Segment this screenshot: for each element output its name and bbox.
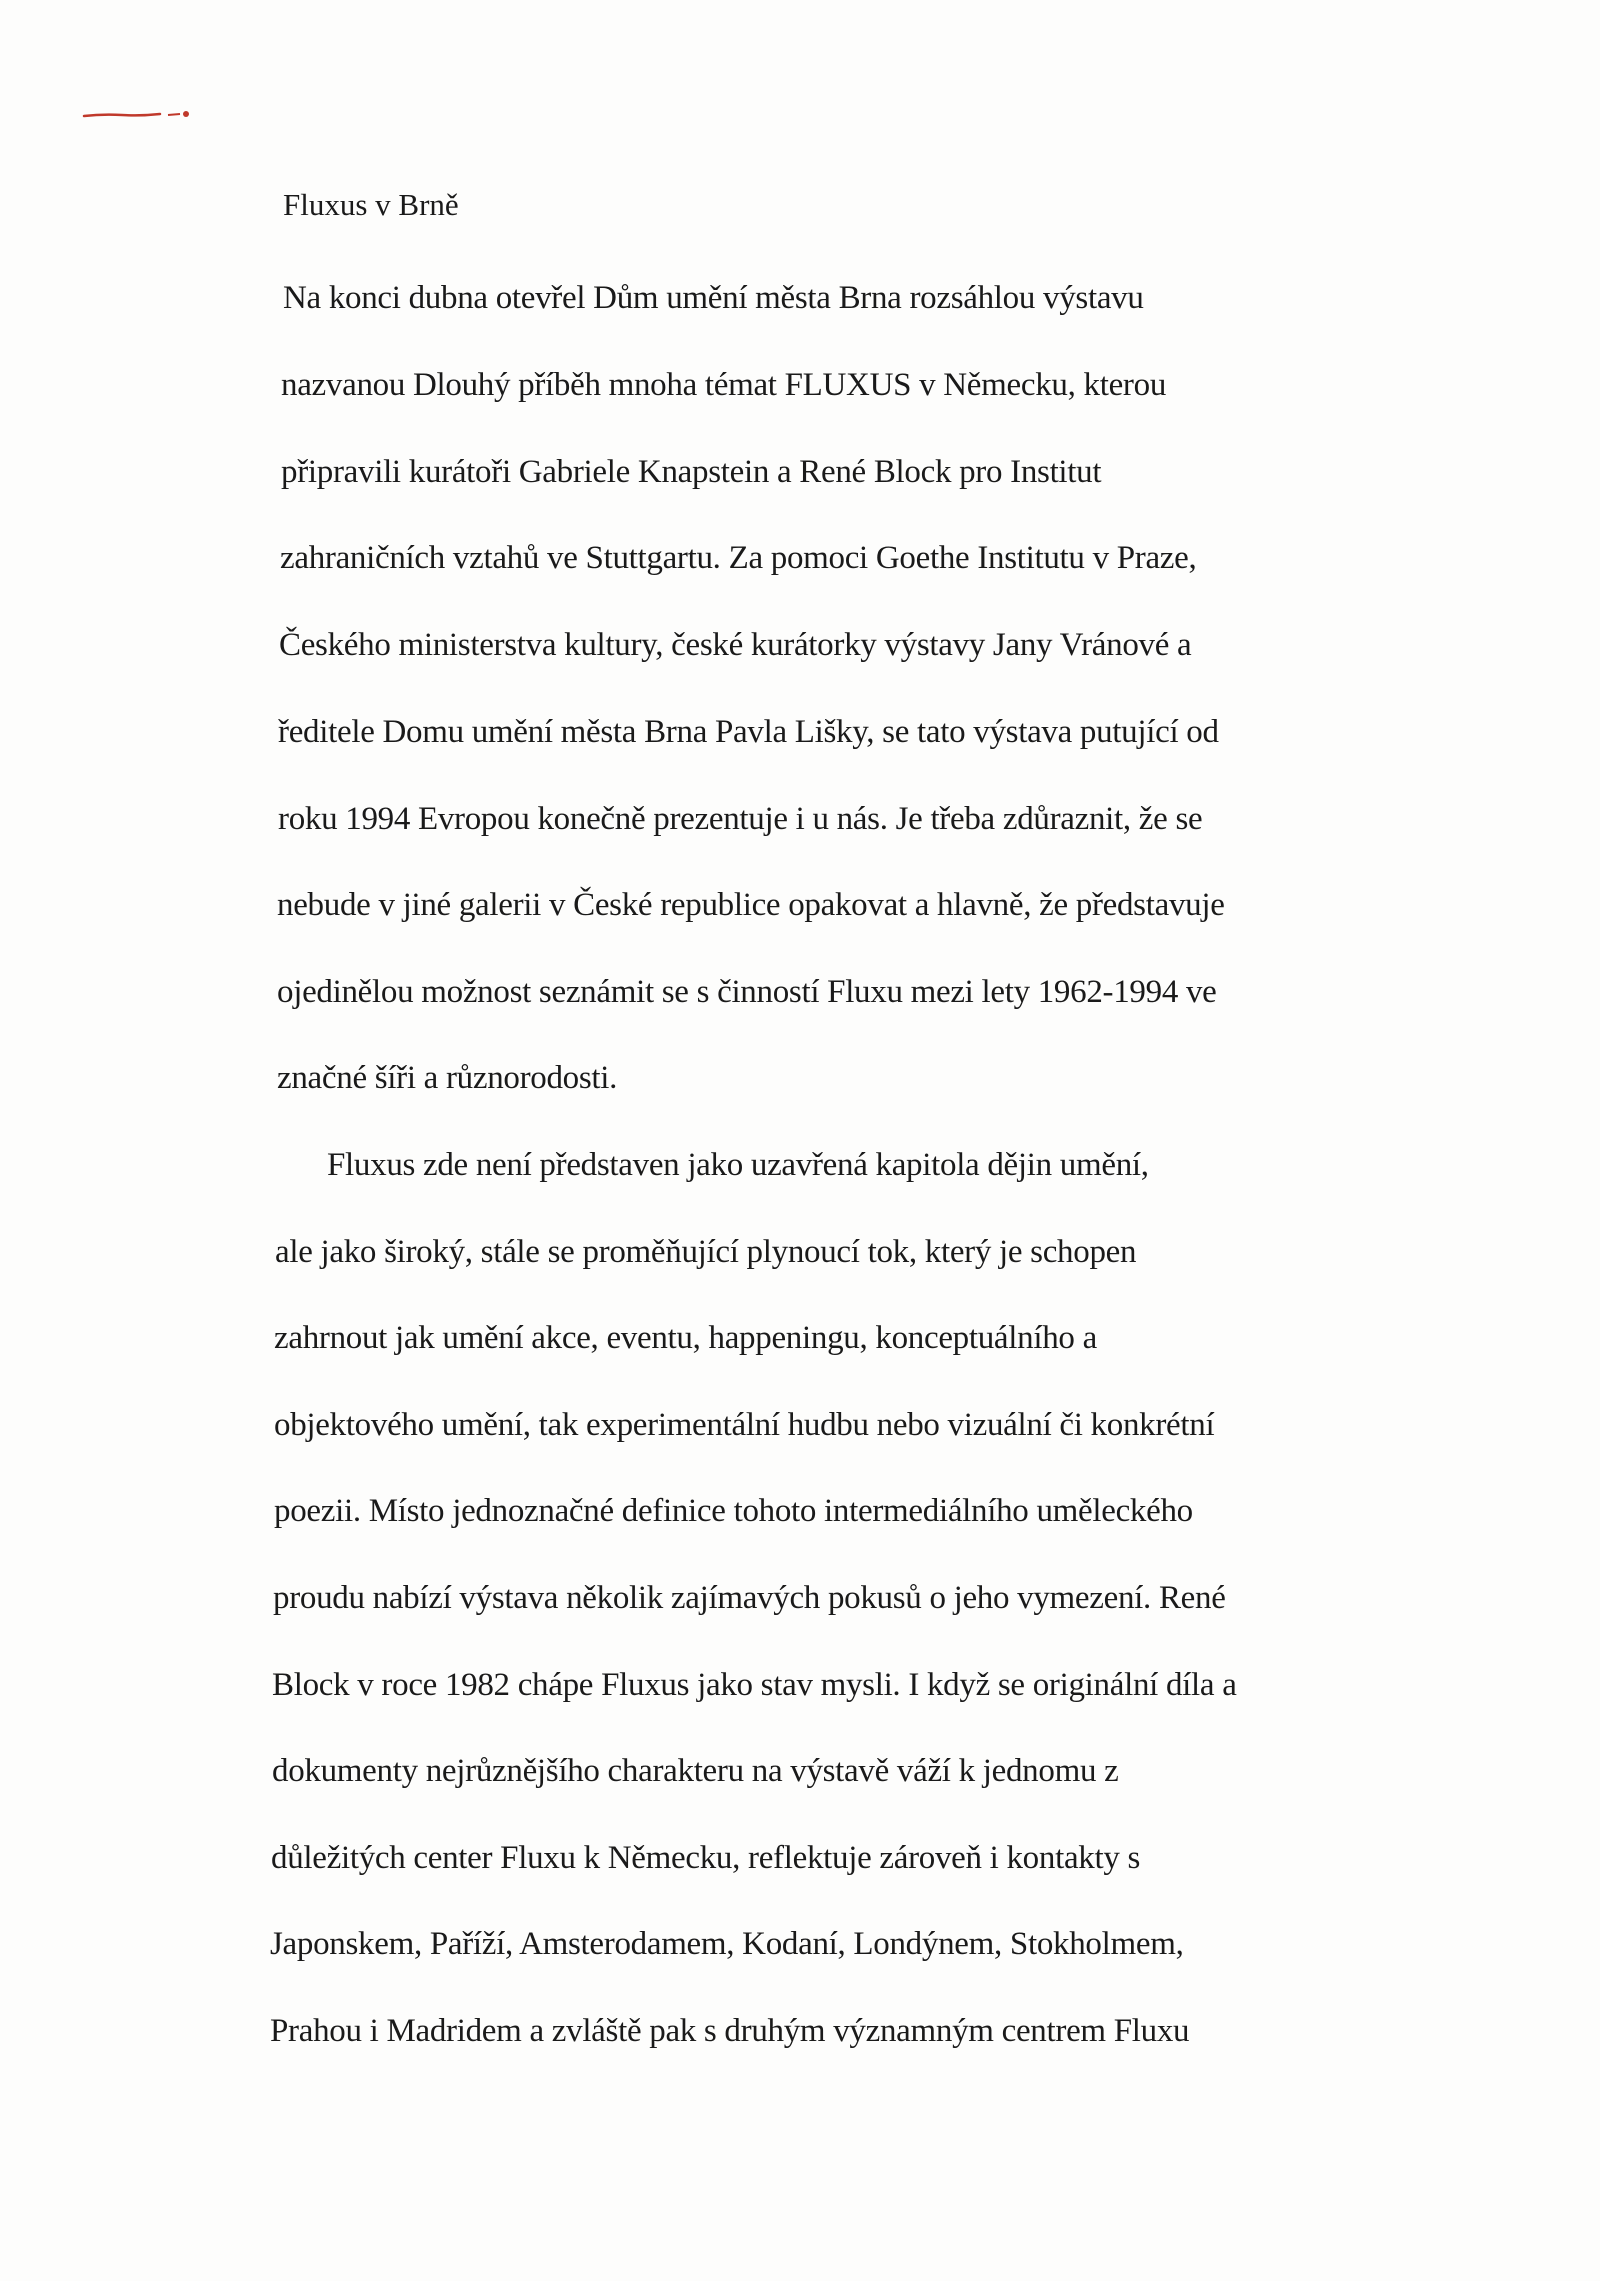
paragraph-2-line-10: Japonskem, Paříží, Amsterodamem, Kodaní, Londýnem, Stokholmem,: [270, 1926, 1184, 1962]
paragraph-1-line-5: Českého ministerstva kultury, české kurátorky výstavy Jany Vránové a: [279, 627, 1192, 663]
paragraph-2-line-3: zahrnout jak umění akce, eventu, happeningu, konceptuálního a: [274, 1320, 1097, 1356]
paragraph-1-line-1: Na konci dubna otevřel Dům umění města Brna rozsáhlou výstavu: [283, 280, 1144, 316]
paragraph-1-line-6: ředitele Domu umění města Brna Pavla Lišky, se tato výstava putující od: [278, 714, 1219, 750]
paragraph-1-line-10: značné šíři a různorodosti.: [277, 1060, 618, 1096]
paragraph-2-line-5: poezii. Místo jednoznačné definice tohoto intermediálního uměleckého: [274, 1493, 1193, 1529]
document-title: Fluxus v Brně: [283, 187, 459, 222]
red-pen-mark: [82, 110, 194, 120]
paragraph-2-line-11: Prahou i Madridem a zvláště pak s druhým významným centrem Fluxu: [270, 2013, 1190, 2049]
paragraph-1-line-7: roku 1994 Evropou konečně prezentuje i u nás. Je třeba zdůraznit, že se: [278, 801, 1203, 837]
paragraph-1-line-8: nebude v jiné galerii v České republice opakovat a hlavně, že představuje: [277, 887, 1225, 923]
paragraph-1-line-4: zahraničních vztahů ve Stuttgartu. Za pomoci Goethe Institutu v Praze,: [280, 540, 1197, 576]
paragraph-2-line-2: ale jako široký, stále se proměňující plynoucí tok, který je schopen: [275, 1234, 1137, 1270]
paragraph-2-line-4: objektového umění, tak experimentální hudbu nebo vizuální či konkrétní: [274, 1407, 1215, 1443]
paragraph-1-line-3: připravili kurátoři Gabriele Knapstein a René Block pro Institut: [281, 454, 1102, 490]
paragraph-2-line-1: Fluxus zde není představen jako uzavřená kapitola dějin umění,: [327, 1147, 1149, 1183]
paragraph-2-line-6: proudu nabízí výstava několik zajímavých pokusů o jeho vymezení. René: [273, 1580, 1226, 1616]
paragraph-2-line-7: Block v roce 1982 chápe Fluxus jako stav mysli. I když se originální díla a: [272, 1667, 1237, 1703]
paragraph-2-line-8: dokumenty nejrůznějšího charakteru na výstavě váží k jednomu z: [272, 1753, 1119, 1789]
paragraph-2-line-9: důležitých center Fluxu k Německu, reflektuje zároveň i kontakty s: [271, 1840, 1141, 1876]
paragraph-1-line-2: nazvanou Dlouhý příběh mnoha témat FLUXUS v Německu, kterou: [281, 367, 1167, 403]
paragraph-1-line-9: ojedinělou možnost seznámit se s činností Fluxu mezi lety 1962-1994 ve: [277, 974, 1217, 1010]
